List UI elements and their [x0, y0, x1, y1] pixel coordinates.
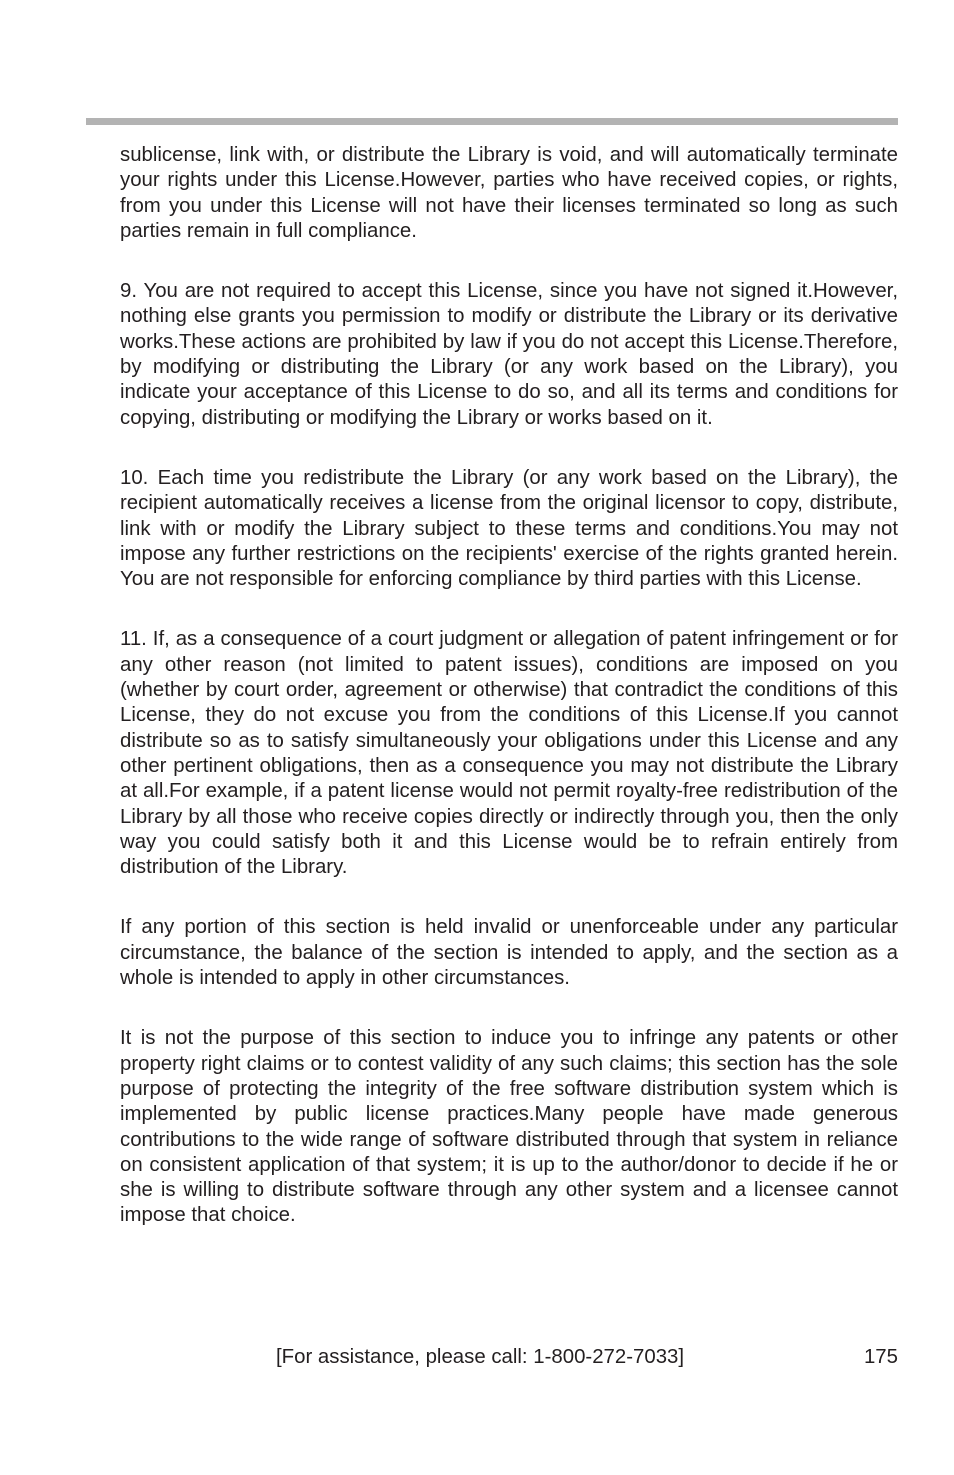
assistance-phone-text: [For assistance, please call: 1-800-272-7033] [276, 1346, 685, 1368]
paragraph-sublicense-continuation: sublicense, link with, or distribute the Library is void, and will automatically terminate your rights under this License.However, parties who have received copies, or rights, from you under this License will not have their licenses terminated so long as such parties remain in full compliance. [120, 144, 898, 242]
header-rule [86, 118, 898, 125]
paragraph-purpose: It is not the purpose of this section to induce you to infringe any patents or other property right claims or to contest validity of any such claims; this section has the sole purpose of protecting the integrity of the free software distribution system which is implemented by public license practices.Many people have made generous contributions to the wide range of software distributed through that system in reliance on consistent application of that system; it is up to the author/donor to decide if he or she is willing to distribute software through any other system and a licensee cannot impose that choice. [120, 1027, 898, 1227]
page-number: 175 [863, 1346, 898, 1368]
paragraph-invalid-portion: If any portion of this section is held invalid or unenforceable under any particular circumstance, the balance of the section is intended to apply, and the section as a whole is intended to apply in other circumstances. [120, 916, 898, 990]
paragraph-section-11: 11. If, as a consequence of a court judgment or allegation of patent infringement or for any other reason (not limited to patent issues), conditions are imposed on you (whether by court order, agreement or otherwise) that contradict the conditions of this License, they do not excuse you from the conditions of this License.If you cannot distribute so as to satisfy simultaneously your obligations under this License and any other pertinent obligations, then as a consequence you may not distribute the Library at all.For example, if a patent license would not permit royalty-free redistribution of the Library by all those who receive copies directly or indirectly through you, then the only way you could satisfy both it and this License would be to refrain entirely from distribution of the Library. [120, 628, 898, 879]
paragraph-section-9: 9. You are not required to accept this License, since you have not signed it.However, nothing else grants you permission to modify or distribute the Library or its derivative works.These actions are prohibited by law if you do not accept this License.Therefore, by modifying or distributing the Library (or any work based on the Library), you indicate your acceptance of this License to do so, and all its terms and conditions for copying, distributing or modifying the Library or works based on it. [120, 280, 898, 429]
paragraph-section-10: 10. Each time you redistribute the Library (or any work based on the Library), the recipient automatically receives a license from the original licensor to copy, distribute, link with or modify the Library subject to these terms and conditions.You may not impose any further restrictions on the recipients' exercise of the rights granted herein. You are not responsible for enforcing compliance by third parties with this License. [120, 466, 898, 591]
document-body [120, 143, 898, 1264]
